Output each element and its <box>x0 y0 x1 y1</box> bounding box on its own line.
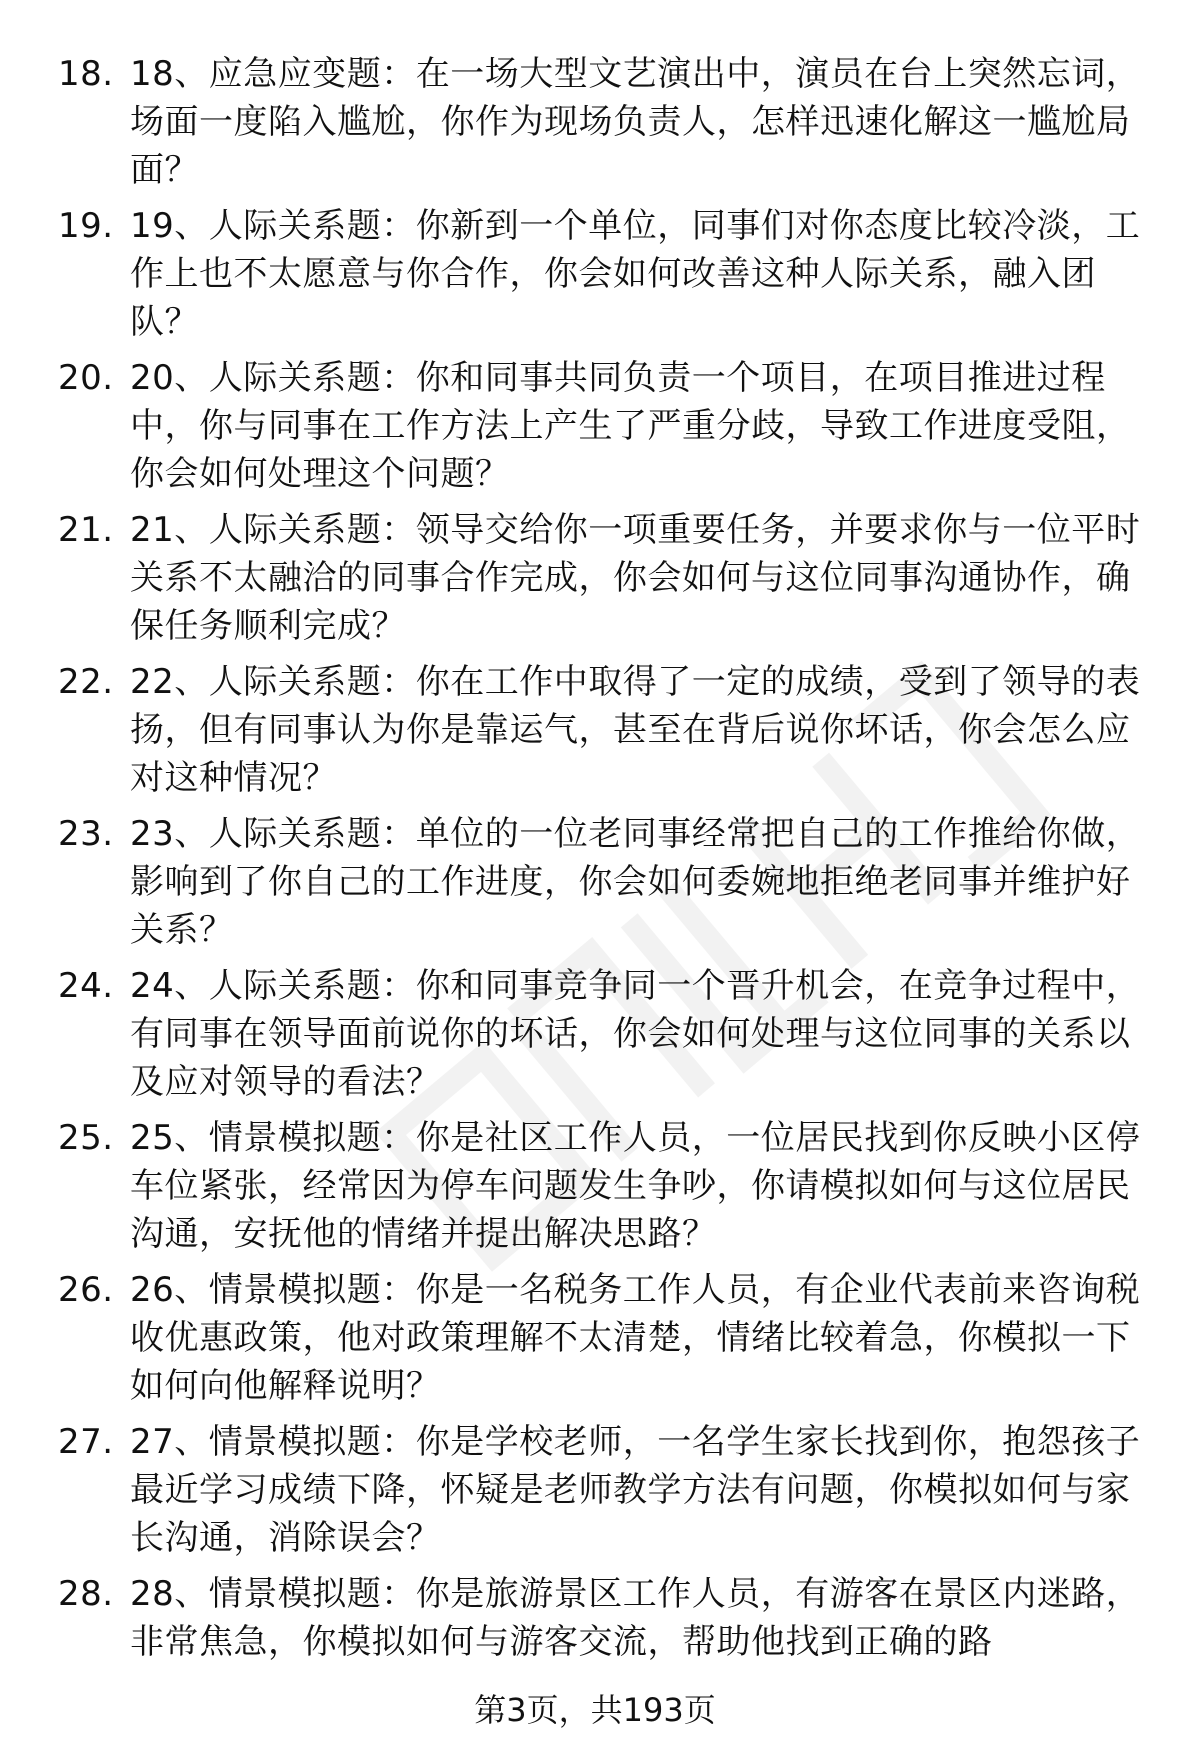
question-item <box>58 962 1148 1106</box>
question-number: 25. <box>58 1118 114 1158</box>
question-text: 25、情景模拟题：你是社区工作人员，一位居民找到你反映小区停车位紧张，经常因为停车问题发生争吵，你请模拟如何与这位居民沟通，安抚他的情绪并提出解决思路？ <box>130 1118 1141 1254</box>
question-item <box>58 506 1148 650</box>
question-item <box>58 1114 1148 1258</box>
question-item <box>58 810 1148 954</box>
question-item <box>58 1266 1148 1410</box>
question-text: 20、人际关系题：你和同事共同负责一个项目，在项目推进过程中，你与同事在工作方法上产生了严重分歧，导致工作进度受阻，你会如何处理这个问题？ <box>130 358 1131 494</box>
question-list <box>58 50 1148 1674</box>
question-number: 23. <box>58 814 114 854</box>
question-item <box>58 202 1148 346</box>
question-number: 21. <box>58 510 114 550</box>
page-footer <box>0 1690 1190 1730</box>
question-text: 22、人际关系题：你在工作中取得了一定的成绩，受到了领导的表扬，但有同事认为你是靠运气，甚至在背后说你坏话，你会怎么应对这种情况？ <box>130 662 1141 798</box>
question-number: 20. <box>58 358 114 398</box>
question-number: 26. <box>58 1270 114 1310</box>
question-text: 19、人际关系题：你新到一个单位，同事们对你态度比较冷淡，工作上也不太愿意与你合作，你会如何改善这种人际关系，融入团队？ <box>130 206 1141 342</box>
question-text: 26、情景模拟题：你是一名税务工作人员，有企业代表前来咨询税收优惠政策，他对政策理解不太清楚，情绪比较着急，你模拟一下如何向他解释说明？ <box>130 1270 1141 1406</box>
question-text: 28、情景模拟题：你是旅游景区工作人员，有游客在景区内迷路，非常焦急，你模拟如何与游客交流，帮助他找到正确的路 <box>130 1574 1141 1662</box>
question-number: 28. <box>58 1574 114 1614</box>
question-item <box>58 50 1148 194</box>
question-number: 22. <box>58 662 114 702</box>
question-item <box>58 658 1148 802</box>
question-item <box>58 1570 1148 1666</box>
question-number: 27. <box>58 1422 114 1462</box>
question-number: 24. <box>58 966 114 1006</box>
question-text: 24、人际关系题：你和同事竞争同一个晋升机会，在竞争过程中，有同事在领导面前说你的坏话，你会如何处理与这位同事的关系以及应对领导的看法？ <box>130 966 1141 1102</box>
question-number: 18. <box>58 54 114 94</box>
question-text: 27、情景模拟题：你是学校老师，一名学生家长找到你，抱怨孩子最近学习成绩下降，怀疑是老师教学方法有问题，你模拟如何与家长沟通，消除误会？ <box>130 1422 1141 1558</box>
question-number: 19. <box>58 206 114 246</box>
page-number-label: 第3页，共193页 <box>474 1691 716 1729</box>
question-text: 18、应急应变题：在一场大型文艺演出中，演员在台上突然忘词，场面一度陷入尴尬，你作为现场负责人，怎样迅速化解这一尴尬局面？ <box>130 54 1141 190</box>
question-text: 23、人际关系题：单位的一位老同事经常把自己的工作推给你做，影响到了你自己的工作进度，你会如何委婉地拒绝老同事并维护好关系？ <box>130 814 1141 950</box>
question-text: 21、人际关系题：领导交给你一项重要任务，并要求你与一位平时关系不太融洽的同事合作完成，你会如何与这位同事沟通协作，确保任务顺利完成？ <box>130 510 1141 646</box>
question-item <box>58 354 1148 498</box>
question-item <box>58 1418 1148 1562</box>
